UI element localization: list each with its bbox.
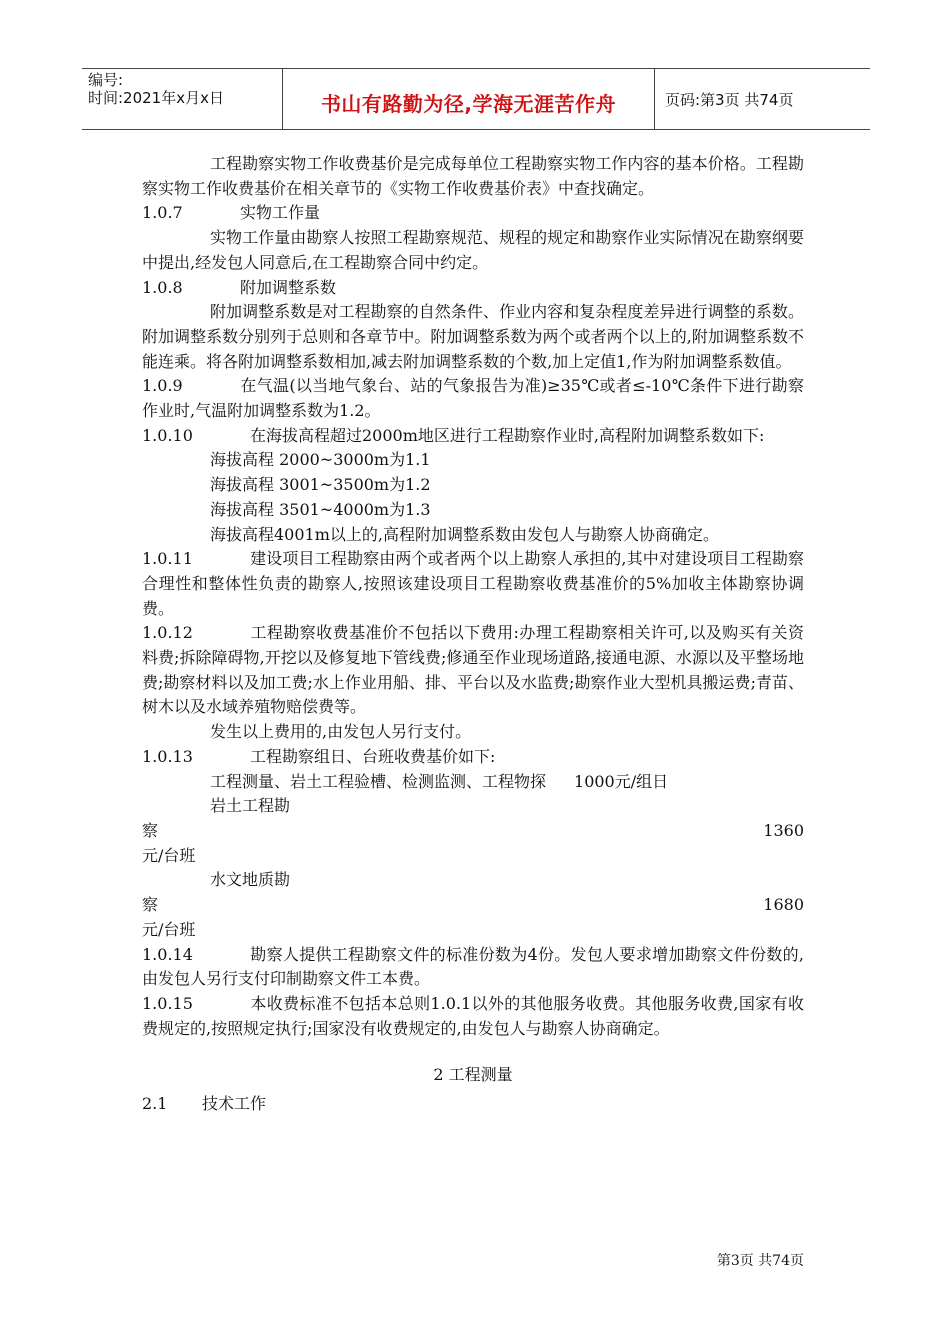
page-footer-number: 第3页 共74页 <box>716 1253 804 1269</box>
section-number: 1.0.7 <box>142 203 183 223</box>
section-number: 1.0.10 <box>142 425 193 445</box>
section-heading-2-1 <box>142 1092 804 1117</box>
section-1-0-10 <box>142 424 804 449</box>
rate-price: 1360 <box>763 820 804 840</box>
rate-row-geotech <box>142 819 804 844</box>
paragraph-base-price: 工程勘察实物工作收费基价是完成每单位工程勘察实物工作内容的基本价格。工程勘察实物工作收费基价在相关章节的《实物工作收费基价表》中查找确定。 <box>142 154 804 198</box>
rate-item-hydro: 水文地质勘 <box>210 870 291 890</box>
section-text: 本收费标准不包括本总则1.0.1以外的其他服务收费。其他服务收费,国家有收费规定的,按照规定执行;国家没有收费规定的,由发包人与勘察人协商确定。 <box>142 993 804 1038</box>
section-number: 1.0.9 <box>142 376 183 396</box>
rate-item-geotech: 岩土工程勘 <box>210 796 291 816</box>
paragraph-1-0-12-note: 发生以上费用的,由发包人另行支付。 <box>210 722 472 742</box>
rate-unit: 元/台班 <box>142 919 196 939</box>
section-text: 在海拔高程超过2000m地区进行工程勘察作业时,高程附加调整系数如下: <box>250 425 765 445</box>
rate-item: 工程测量、岩土工程验槽、检测监测、工程物探 <box>210 771 547 791</box>
chapter-heading: 2 工程测量 <box>433 1065 513 1085</box>
altitude-item: 海拔高程4001m以上的,高程附加调整系数由发包人与勘察人协商确定。 <box>210 524 719 544</box>
section-title: 技术工作 <box>202 1094 267 1114</box>
section-1-0-13 <box>142 745 804 770</box>
document-date-label: 时间:2021年x月x日 <box>88 89 224 107</box>
rate-unit: 元/台班 <box>142 845 196 865</box>
section-number: 1.0.15 <box>142 993 193 1013</box>
section-1-0-9 <box>142 374 804 423</box>
section-1-0-14 <box>142 943 804 992</box>
section-text: 工程勘察收费基准价不包括以下费用:办理工程勘察相关许可,以及购买有关资料费;拆除障碍物,开挖以及修复地下管线费;修通至作业现场道路,接通电源、水源以及平整场地费;勘察材料以及加工费;水上作业用船、排、平台以及水监费;勘察作业大型机具搬运费;青苗、树木以及水域养殖物赔偿费等。 <box>142 623 804 717</box>
document-code-label: 编号: <box>88 71 124 89</box>
rate-price: 1000元/组日 <box>574 771 669 791</box>
section-text: 勘察人提供工程勘察文件的标准份数为4份。发包人要求增加勘察文件份数的,由发包人另行支付印制勘察文件工本费。 <box>142 944 804 989</box>
section-text: 建设项目工程勘察由两个或者两个以上勘察人承担的,其中对建设项目工程勘察合理性和整体性负责的勘察人,按照该建设项目工程勘察收费基准价的5%加收主体勘察协调费。 <box>142 549 804 618</box>
section-heading-1-0-8 <box>142 276 804 301</box>
section-number: 1.0.11 <box>142 549 193 569</box>
section-number: 1.0.14 <box>142 944 193 964</box>
rate-price: 1680 <box>763 895 804 915</box>
section-title: 附加调整系数 <box>240 277 337 297</box>
altitude-item: 海拔高程 2000~3000m为1.1 <box>210 450 431 470</box>
header-page-cell <box>655 69 870 129</box>
header-motto: 书山有路勤为径,学海无涯苦作舟 <box>320 92 617 116</box>
section-number: 2.1 <box>142 1094 168 1114</box>
page-header <box>82 68 870 130</box>
paragraph-1-0-8: 附加调整系数是对工程勘察的自然条件、作业内容和复杂程度差异进行调整的系数。附加调整系数分别列于总则和各章节中。附加调整系数为两个或者两个以上的,附加调整系数不能连乘。将各附加调整系数相加,减去附加调整系数的个数,加上定值1,作为附加调整系数值。 <box>142 302 804 371</box>
rate-row-survey <box>142 770 804 795</box>
header-page-number: 页码:第3页 共74页 <box>665 91 794 109</box>
section-title: 实物工作量 <box>240 203 321 223</box>
document-body <box>142 152 804 1117</box>
section-1-0-11 <box>142 547 804 621</box>
altitude-item: 海拔高程 3001~3500m为1.2 <box>210 475 431 495</box>
section-1-0-12 <box>142 621 804 720</box>
header-meta-cell <box>82 69 283 129</box>
rate-item-cont: 察 <box>142 820 159 840</box>
section-number: 1.0.8 <box>142 277 183 297</box>
section-number: 1.0.12 <box>142 623 193 643</box>
section-heading-1-0-7 <box>142 201 804 226</box>
altitude-item: 海拔高程 3501~4000m为1.3 <box>210 499 431 519</box>
rate-row-hydro <box>142 893 804 918</box>
header-motto-cell <box>283 69 655 129</box>
section-text: 在气温(以当地气象台、站的气象报告为准)≥35℃或者≤-10℃条件下进行勘察作业时,气温附加调整系数为1.2。 <box>142 376 804 421</box>
section-1-0-15 <box>142 992 804 1041</box>
rate-item-cont: 察 <box>142 895 159 915</box>
section-number: 1.0.13 <box>142 746 193 766</box>
paragraph-1-0-7: 实物工作量由勘察人按照工程勘察规范、规程的规定和勘察作业实际情况在勘察纲要中提出,经发包人同意后,在工程勘察合同中约定。 <box>142 228 804 272</box>
section-text: 工程勘察组日、台班收费基价如下: <box>250 746 496 766</box>
